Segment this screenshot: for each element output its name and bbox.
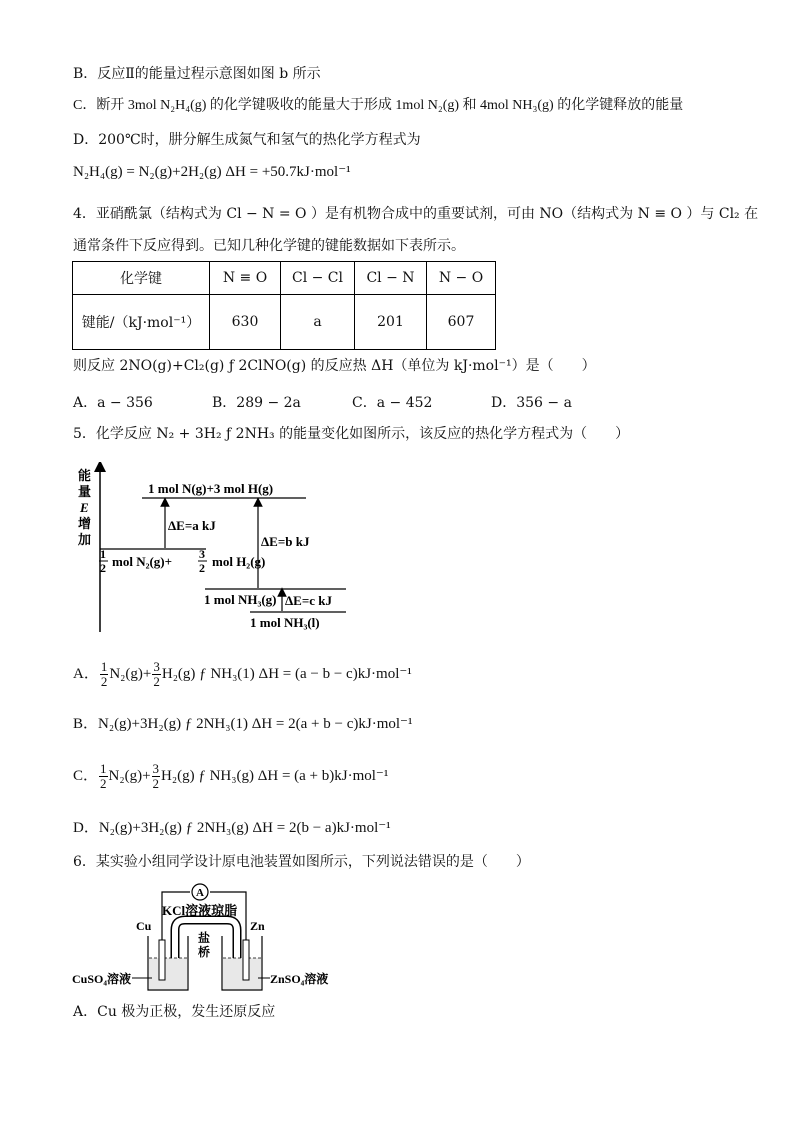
mid-level-label-tail: mol H₂(g) [212,554,266,569]
q4-option-c: C．a − 452 [352,395,433,411]
table-header-cell: Cl − Cl [281,262,355,295]
axis-label-char: 能 [78,468,92,483]
frac2-num: 3 [199,547,205,561]
frac2-den: 2 [199,561,205,575]
table-cell: 630 [210,295,281,350]
top-level-label: 1 mol N(g)+3 mol H(g) [148,481,274,496]
delta-c-label: ΔE=c kJ [285,593,332,608]
q4-question: 则反应 2NO(g)+Cl₂(g) ƒ 2ClNO(g) 的反应热 ΔH（单位为 kJ·mol⁻¹）是（ ） [73,358,596,374]
q4-option-b: B．289 − 2a [212,395,301,411]
table-row-label: 键能/（kJ·mol⁻¹） [73,295,210,350]
q6-option-a: A．Cu 极为正极，发生还原反应 [73,1004,276,1020]
frac1-num: 1 [100,547,106,561]
right-electrode-label: Zn [250,919,265,933]
q3-option-b: B．反应Ⅱ的能量过程示意图如图 b 所示 [73,66,321,82]
axis-label-char: 增 [78,516,92,531]
right-solution-fill [223,958,261,989]
frac1-den: 2 [100,561,106,575]
salt-bridge-label-char: 盐 [198,931,211,945]
energy-diagram [70,462,350,642]
q4-stem-line2: 通常条件下反应得到。已知几种化学键的键能数据如下表所示。 [73,238,465,254]
table-cell: 201 [355,295,427,350]
fraction-one-half: $\frac{1}{2}$ [100,659,108,689]
axis-label-char: E [80,500,89,515]
fraction-one-half: $\frac{1}{2}$ [100,761,107,791]
delta-a-label: ΔE=a kJ [168,518,216,533]
delta-b-label: ΔE=b kJ [261,534,310,549]
q5-option-d: D．N₂(g)+3H₂(g) ƒ 2NH₃(g) ΔH = 2(b − a)kJ·mol⁻¹ [73,820,391,836]
salt-bridge-label-char: 桥 [198,945,211,959]
table-cell: 607 [427,295,496,350]
q4-option-a: A．a − 356 [73,395,153,411]
table-header-cell: N ≡ O [210,262,281,295]
axis-label-char: 加 [78,532,92,547]
q3-option-d: D．200℃时，肼分解生成氮气和氢气的热化学方程式为 [73,132,421,148]
fraction-three-halves: $\frac{3}{2}$ [153,659,160,689]
table-header-cell: 化学键 [73,262,210,295]
liquid-level-label: 1 mol NH₃(l) [250,615,320,630]
zinc-electrode [243,940,249,980]
q4-option-d: D．356 − a [491,395,572,411]
q4-stem-line1: 4．亚硝酰氯（结构式为 Cl − N = O ）是有机物合成中的重要试剂，可由 NO（结构式为 N ≡ O ）与 Cl₂ 在 [73,206,759,222]
right-solution-label: ZnSO₄溶液 [270,972,329,986]
table-cell: a [281,295,355,350]
gas-level-label: 1 mol NH₃(g) [204,592,277,607]
mid-level-label: mol N₂(g)+ [112,554,173,569]
q5-option-b: B．N₂(g)+3H₂(g) ƒ 2NH₃(1) ΔH = 2(a + b − c)kJ·mol⁻¹ [73,716,413,732]
q5-stem: 5．化学反应 N₂ + 3H₂ ƒ 2NH₃ 的能量变化如图所示，该反应的热化学方程式为（ ） [73,426,630,442]
q5-option-c: C． $\frac{1}{2}$ N₂(g)+ $\frac{3}{2}$ H₂(g) ƒ NH₃(g) ΔH = (a + b)kJ·mol⁻¹ [73,761,389,791]
q3-option-c: C．断开 3mol N₂H₄(g) 的化学键吸收的能量大于形成 1mol N₂(g) 和 4mol NH₃(g) 的化学键释放的能量 [73,98,684,113]
ammeter-label: A [196,887,204,899]
q5-option-a: A． $\frac{1}{2}$ N₂(g)+ $\frac{3}{2}$ H₂(g) ƒ NH₃(1) ΔH = (a − b − c)kJ·mol⁻¹ [73,659,412,689]
bond-energy-table [72,261,496,350]
table-header-cell: N − O [427,262,496,295]
bridge-label: KCl溶液琼脂 [162,903,238,918]
left-electrode-label: Cu [136,919,152,933]
left-solution-fill [149,958,187,989]
q3-option-d-equation: N₂H₄(g) = N₂(g)+2H₂(g) ΔH = +50.7kJ·mol⁻¹ [73,164,351,180]
copper-electrode [159,940,165,980]
table-header-cell: Cl − N [355,262,427,295]
q6-stem: 6．某实验小组同学设计原电池装置如图所示，下列说法错误的是（ ） [73,854,530,870]
left-solution-label: CuSO₄溶液 [72,972,131,986]
fraction-three-halves: $\frac{3}{2}$ [152,761,160,791]
axis-label-char: 量 [78,484,92,499]
galvanic-cell-diagram [70,880,340,998]
